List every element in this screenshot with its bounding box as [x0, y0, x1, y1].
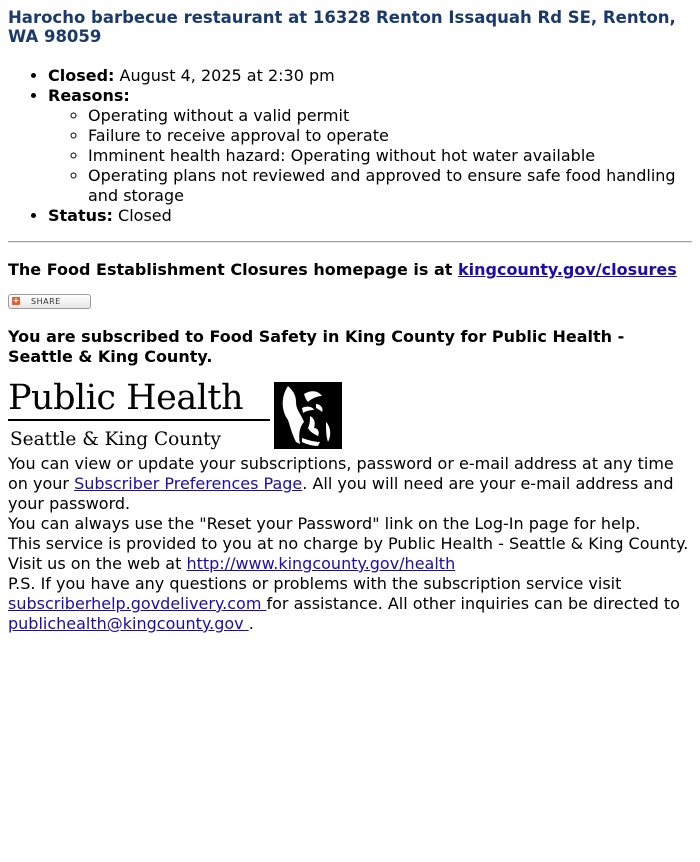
public-health-logo [8, 378, 692, 454]
share-label: SHARE [31, 297, 61, 306]
status-label: Status: [48, 206, 113, 225]
status-value: Closed [118, 206, 172, 225]
prefs-text-before: You can view or update your subscriptions, password or e-mail address at any time on your [8, 454, 674, 493]
reset-password-paragraph: You can always use the "Reset your Password" link on the Log-In page for help. [8, 514, 641, 533]
page-title: Harocho barbecue restaurant at 16328 Renton Issaquah Rd SE, Renton, WA 98059 [8, 8, 676, 46]
closure-details [8, 66, 692, 226]
health-website-link[interactable]: http://www.kingcounty.gov/health [186, 554, 456, 573]
homepage-text: The Food Establishment Closures homepage is at [8, 260, 458, 279]
portrait-icon [274, 382, 342, 449]
logo-subtitle: Seattle & King County [10, 429, 221, 450]
closed-item [48, 66, 692, 86]
reason-item: ◦ Operating plans not reviewed and approved to ensure safe food handling and storage [88, 166, 692, 206]
plus-icon: + [12, 296, 20, 305]
subscriber-help-link[interactable]: subscriberhelp.govdelivery.com [8, 594, 267, 613]
visit-text: Visit us on the web at [8, 554, 187, 573]
reasons-label: Reasons: [48, 86, 130, 105]
prefs-text-after: . All you will need are your e-mail address and your password. [8, 474, 674, 513]
service-paragraph: This service is provided to you at no charge by Public Health - Seattle & King County. [8, 534, 689, 553]
preferences-paragraph [8, 454, 692, 514]
visit-paragraph [8, 554, 692, 574]
reason-item: ◦ Imminent health hazard: Operating without hot water available [88, 146, 692, 166]
homepage-notice [8, 260, 692, 280]
divider [8, 241, 692, 243]
reasons-list [48, 106, 692, 206]
closed-value: August 4, 2025 at 2:30 pm [119, 66, 335, 85]
ps-text-middle: for assistance. All other inquiries can be directed to [266, 594, 680, 613]
reasons-item [48, 86, 692, 206]
closed-label: Closed: [48, 66, 115, 85]
ps-text-after: . [248, 614, 254, 633]
ps-paragraph [8, 574, 692, 634]
reason-item: ◦ Failure to receive approval to operate [88, 126, 692, 146]
reason-item: ◦ Operating without a valid permit [88, 106, 692, 126]
subscription-notice: You are subscribed to Food Safety in King County for Public Health - Seattle & King County. [8, 327, 625, 366]
logo-title: Public Health [8, 378, 244, 418]
subscriber-preferences-link[interactable]: Subscriber Preferences Page [74, 474, 303, 493]
public-health-email-link[interactable]: publichealth@kingcounty.gov [8, 614, 249, 633]
closures-link[interactable]: kingcounty.gov/closures [457, 260, 677, 279]
share-button[interactable] [8, 294, 91, 309]
logo-rule [8, 419, 270, 421]
status-item [48, 206, 692, 226]
ps-text-before: P.S. If you have any questions or problems with the subscription service visit [8, 574, 622, 593]
email-body [8, 8, 692, 634]
